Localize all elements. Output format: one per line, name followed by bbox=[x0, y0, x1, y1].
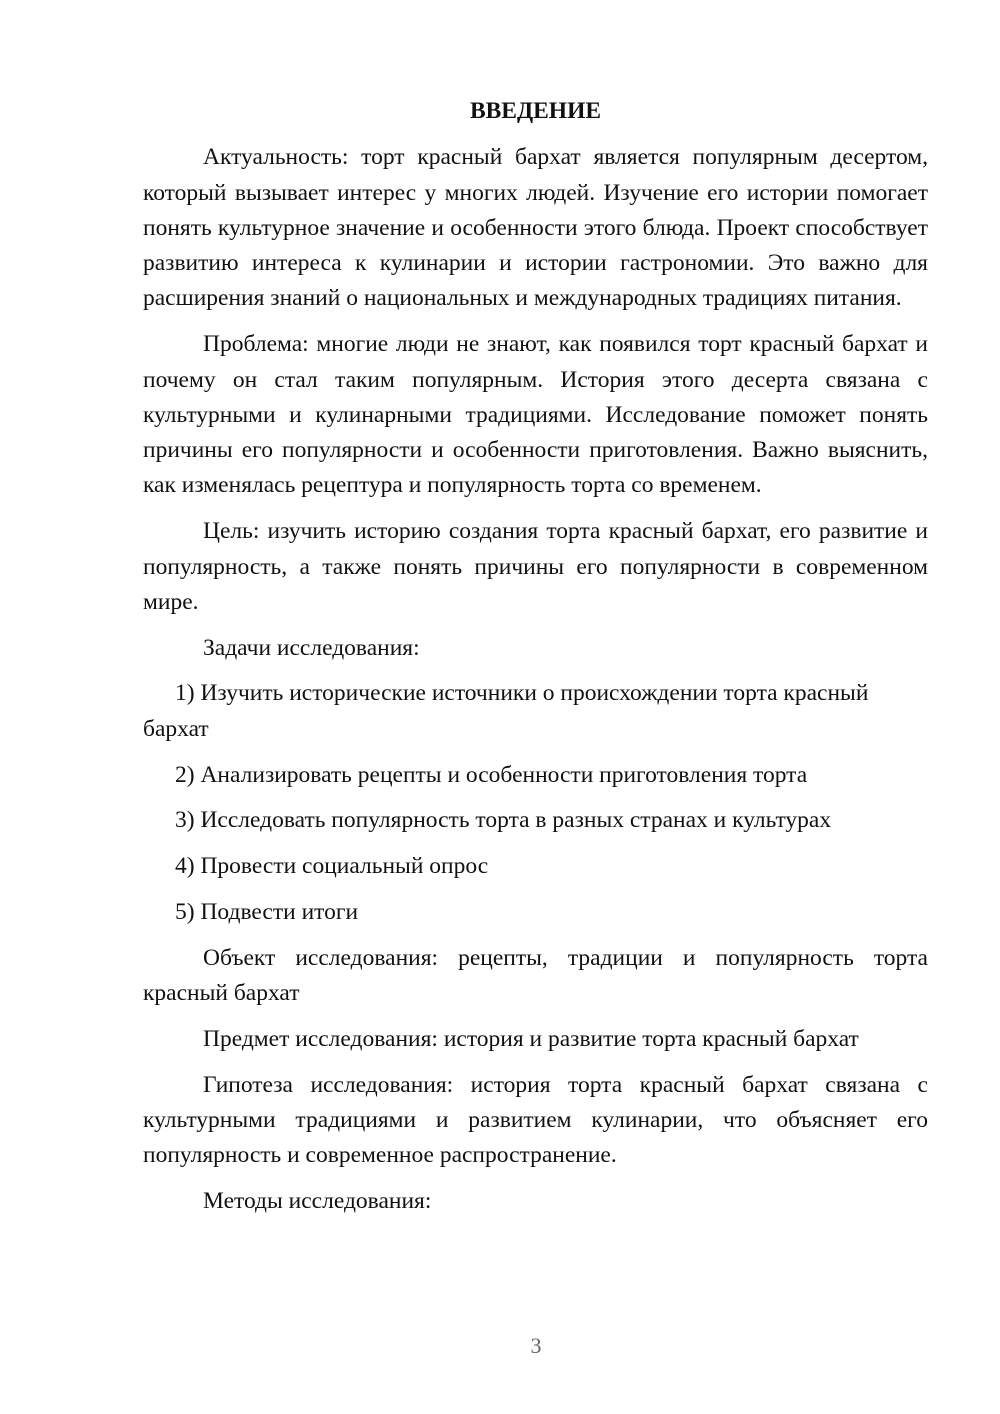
paragraph-problem: Проблема: многие люди не знают, как появился торт красный бархат и почему он стал таким популярным. История этого десерта связана с культурными и кулинарными традициями. Исследование поможет понять причины его популярности и особенности приготовления. Важно выяснить, как изменялась рецептура и популярность торта со временем. bbox=[143, 331, 928, 499]
task-item-2: 2) Анализировать рецепты и особенности приготовления торта bbox=[175, 761, 808, 788]
paragraph-object: Объект исследования: рецепты, традиции и популярность торта красный бархат bbox=[143, 944, 928, 1007]
paragraph-subject: Предмет исследования: история и развитие торта красный бархат bbox=[203, 1025, 859, 1052]
paragraph-relevance: Актуальность: торт красный бархат является популярным десертом, который вызывает интерес у многих людей. Изучение его истории помогает понять культурное значение и особенности этого блюда. Проект способствует развитию интереса к кулинарии и истории гастрономии. Это важно для расширения знаний о национальных и международных традициях питания. bbox=[143, 144, 928, 312]
task-item-3: 3) Исследовать популярность торта в разных странах и культурах bbox=[175, 807, 832, 834]
page-number: 3 bbox=[530, 1333, 542, 1358]
paragraph-goal: Цель: изучить историю создания торта красный бархат, его развитие и популярность, а также понять причины его популярности в современном мире. bbox=[143, 518, 928, 615]
document-body bbox=[143, 94, 928, 1230]
paragraph-methods: Методы исследования: bbox=[203, 1188, 432, 1215]
task-item-5: 5) Подвести итоги bbox=[175, 898, 359, 925]
task-item-4: 4) Провести социальный опрос bbox=[175, 853, 489, 880]
page-title: ВВЕДЕНИЕ bbox=[469, 98, 602, 124]
paragraph-tasks-intro: Задачи исследования: bbox=[203, 634, 420, 661]
task-item-1: 1) Изучить исторические источники о происхождении торта красный бархат bbox=[143, 680, 869, 742]
paragraph-hypothesis: Гипотеза исследования: история торта красный бархат связана с культурными традициями и развитием кулинарии, что объясняет его популярность и современное распространение. bbox=[143, 1071, 928, 1169]
